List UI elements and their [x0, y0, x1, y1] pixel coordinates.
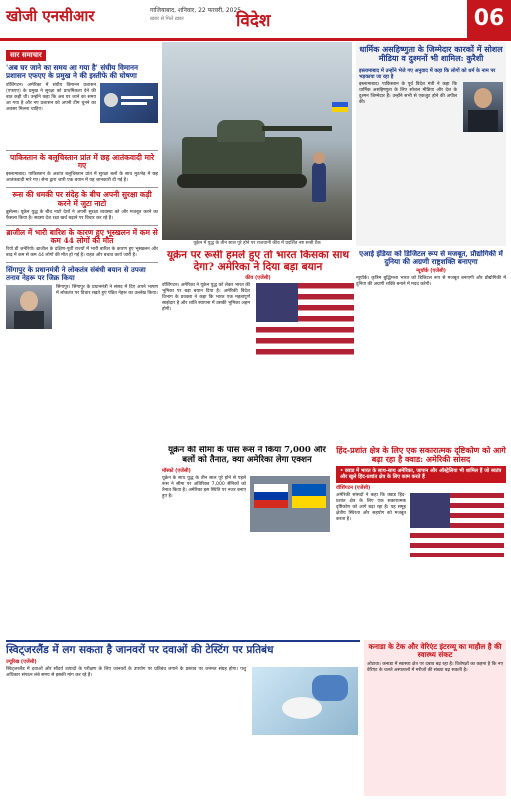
tank-photo-caption: यूक्रेन में युद्ध के तीन साल पूरे होने पर राजधानी कीव में प्रदर्शित नष्ट रूसी टैंक: [193, 241, 321, 246]
religion-body: इस्लामाबाद। पाकिस्तान के पूर्व विदेश मंत्री ने कहा कि धार्मिक असहिष्णुता के लिए सोशल मीडिया और देश के दुश्मन जिम्मेदार हैं। उन्होंने सभी से एकजुट होने की अपील की।: [359, 81, 457, 105]
story2-body: इस्लामाबाद। पाकिस्तान के अशांत बलूचिस्तान प्रांत में सुरक्षा बलों के साथ मुठभेड़ में छह आतंकवादी मारे गए। सेना द्वारा जारी एक बयान में यह जानकारी दी गई है।: [6, 172, 158, 184]
us-flag-photo: [256, 283, 354, 355]
flags-photo: [250, 476, 330, 532]
story1-headline: 'अब घर जाने का समय आ गया है' संघीय विमानन प्रशासन एफएए के प्रमुख ने की इस्तीफे की घोषणा: [6, 63, 138, 80]
indo-pacific-story: [336, 446, 506, 636]
story5-headline: सिंगापुर के प्रधानमंत्री ने लोकतंत्र संबंधी बयान से उपजा तनाव नेहरू पर जिक्र किया: [6, 265, 146, 283]
flag-canton-icon: [410, 493, 450, 528]
masthead-subline: ख़बर से मिलें ख़बर: [150, 16, 184, 22]
mice-photo: [252, 667, 358, 735]
qureshi-suit-icon: [468, 110, 498, 132]
story4-body: रियो डी जनेरियो। ब्राजील के दक्षिण-पूर्वी राज्यों में भारी बारिश के कारण हुए भूस्खलन और बाढ़ में कम से कम 44 लोगों की मौत हो गई है। राहत और बचाव कार्य जारी है।: [6, 247, 158, 259]
flag-icon: [332, 102, 348, 112]
faa-sign-bar: [121, 96, 153, 99]
story3-body: ब्रुसेल्स। यूक्रेन युद्ध के बीच नाटो देशों ने अपनी सुरक्षा व्यवस्था को और मजबूत करने का फैसला किया है। सदस्य देश रक्षा खर्च बढ़ाने पर विचार कर रहे हैं।: [6, 209, 158, 221]
faa-photo: [100, 83, 158, 123]
ai-byline: न्यूयॉर्क (एजेंसी): [416, 267, 446, 274]
indo-pacific-banner: • क्वाड में भारत के साथ-साथ अमेरिका, जापान और ऑस्ट्रेलिया भी शामिल हैं जो स्वतंत्र और खुले हिंद-प्रशांत क्षेत्र के लिए काम करते हैं: [336, 466, 506, 483]
person-icon: [312, 162, 326, 202]
religion-story-box: [356, 42, 506, 246]
canada-story-box: [364, 640, 506, 796]
masthead-logo: खोजी एनसीआर: [6, 7, 95, 25]
indo-pacific-headline: हिंद-प्रशांत क्षेत्र के लिए एक सकारात्मक दृष्टिकोण को आगे बढ़ा रहा है क्वाड: अमेरिकी सांसद: [336, 446, 506, 464]
russia-forces-byline: मॉस्को (एजेंसी): [162, 467, 191, 474]
pm-suit-icon: [14, 311, 44, 329]
masthead: [0, 0, 511, 41]
indo-pacific-byline: वॉशिंगटन (एजेंसी): [336, 484, 371, 491]
indo-pacific-body: अमेरिकी सांसदों ने कहा कि क्वाड हिंद-प्रशांत क्षेत्र के लिए एक सकारात्मक दृष्टिकोण को आगे बढ़ा रहा है। यह समूह क्षेत्रीय स्थिरता और सहयोग को मजबूत करता है।: [336, 492, 406, 522]
story2-headline: पाकिस्तान के बलूचिस्तान प्रांत में छह आतंकवादी मारे गए: [9, 152, 155, 171]
divider: [6, 225, 158, 226]
tank-gun-icon: [262, 126, 332, 131]
religion-subhead: इस्लामाबाद में उन्होंने भेजे गए अनुवाद में कहा कि लोगों को धर्म के नाम पर भड़काया जा रहा है: [359, 67, 496, 80]
main-byline: कीव (एजेंसी): [245, 275, 271, 282]
news-brief-label: सार समाचार: [6, 50, 46, 61]
main-body: वॉशिंगटन। अमेरिका ने यूक्रेन युद्ध को लेकर भारत की भूमिका पर बड़ा बयान दिया है। अमेरिकी विदेश विभाग के प्रवक्ता ने कहा कि भारत एक महत्वपूर्ण साझेदार है और शांति स्थापना में उसकी भूमिका अहम होगी।: [162, 283, 250, 313]
person-head-icon: [313, 152, 325, 164]
religion-headline: धार्मिक असहिष्णुता के जिम्मेदार कारकों में सोशल मीडिया व दुश्मनों भी शामिल: कुरैशी: [359, 44, 503, 63]
main-headline: यूक्रेन पर रूसी हमले हुए तो भारत किसका साथ देगा? अमेरिका ने दिया बड़ा बयान: [166, 250, 350, 273]
us-flag-photo-2: [410, 493, 504, 557]
main-story: [162, 250, 354, 460]
swiss-headline: स्विट्जरलैंड में लग सकता है जानवरों पर दवाओं की टेस्टिंग पर प्रतिबंध: [6, 644, 274, 656]
qureshi-face-icon: [474, 88, 492, 108]
canada-body: ओटावा। कनाडा में स्वास्थ्य क्षेत्र पर दबाव बढ़ रहा है। विशेषज्ञों का कहना है कि नए वेरिएंट के चलते अस्पतालों में मरीजों की संख्या बढ़ सकती है।: [367, 661, 503, 673]
russia-forces-story-wide: [162, 446, 332, 636]
divider: [6, 150, 158, 151]
canada-headline: कनाडा के टेक और वेरिएंट इंटरव्यू का माहौल है की स्वास्थ्य संकट: [368, 642, 502, 659]
singapore-pm-photo: [6, 285, 52, 329]
tank-body-icon: [182, 137, 302, 177]
glove-icon: [312, 675, 348, 701]
masthead-date: गाजियाबाद, शनिवार, 22 फरवरी, 2025: [150, 7, 242, 14]
russia-forces-story: [6, 462, 156, 562]
swiss-body: स्विट्जरलैंड में दवाओं और सौंदर्य उत्पादों के परीक्षण के लिए जानवरों के उपयोग पर प्रतिबंध लगाने के प्रस्ताव पर जनमत संग्रह होगा। पशु अधिकार संगठन लंबे समय से इसकी मांग कर रहे हैं।: [6, 666, 246, 678]
page-number: 06: [467, 0, 511, 38]
ai-india-story: [356, 250, 506, 460]
flag-canton-icon: [256, 283, 298, 322]
faa-seal-icon: [104, 93, 118, 107]
section-title: विदेश: [236, 11, 271, 31]
ai-body: न्यूयॉर्क। कृत्रिम बुद्धिमत्ता भारत को डिजिटल रूप से मजबूत बनाएगी और प्रौद्योगिकी में दुनिया की अग्रणी शक्ति बनाने में मदद करेगी।: [356, 275, 506, 287]
swiss-byline: ज्यूरिख (एजेंसी): [6, 658, 37, 665]
tank-turret-icon: [217, 120, 265, 142]
russia-forces-body: यूक्रेन के साथ युद्ध के तीन साल पूरे होने से पहले रूस ने सीमा पर अतिरिक्त 7,000 सैनिकों को तैनात किया है। अमेरिका इस स्थिति पर नजर बनाए हुए है।: [162, 475, 246, 499]
divider: [6, 187, 158, 188]
mouse-icon: [282, 697, 322, 719]
divider: [6, 262, 158, 263]
story5-body: सिंगापुर। सिंगापुर के प्रधानमंत्री ने संसद में दिए अपने भाषण में लोकतंत्र पर विचार रखते हुए पंडित नेहरू का उल्लेख किया।: [56, 284, 158, 296]
russia-forces-headline: यूक्रेन की सीमा के पास रूस ने किया 7,000 और बलों को तैनात, क्या अमेरिका लेगा एक्शन: [168, 446, 326, 465]
russia-flag-icon: [254, 484, 288, 508]
story4-headline: ब्राजील में भारी बारिश के कारण हुए भूस्खलन में कम से कम 44 लोगों की मौत: [6, 227, 158, 246]
faa-sign-bar-2: [121, 102, 147, 105]
story3-headline: रूस की धमकी पर संदेह के बीच अपनी सुरक्षा कड़ी करने में जुटा नाटो: [12, 190, 152, 208]
tank-photo: [162, 42, 352, 240]
qureshi-photo: [463, 82, 503, 132]
tank-tracks-icon: [177, 174, 307, 188]
story1-body: वॉशिंगटन। अमेरिका में संघीय विमानन प्रशासन (एफएए) के प्रमुख ने सुरक्षा को प्राथमिकता देने की बात कही थी। उन्होंने कहा कि अब घर जाने का समय आ गया है और नए प्रशासन को अपनी टीम चुनने का अवसर मिलना चाहिए।: [6, 82, 96, 112]
ai-headline: एआई इंडिया को डिजिटल रूप से मजबूत, प्रौद्योगिकी में दुनिया की अग्रणी राष्ट्रशक्ति बनाएगा: [359, 250, 503, 266]
pm-face-icon: [20, 291, 38, 311]
ukraine-flag-icon: [292, 484, 326, 508]
swiss-story: [6, 640, 360, 798]
